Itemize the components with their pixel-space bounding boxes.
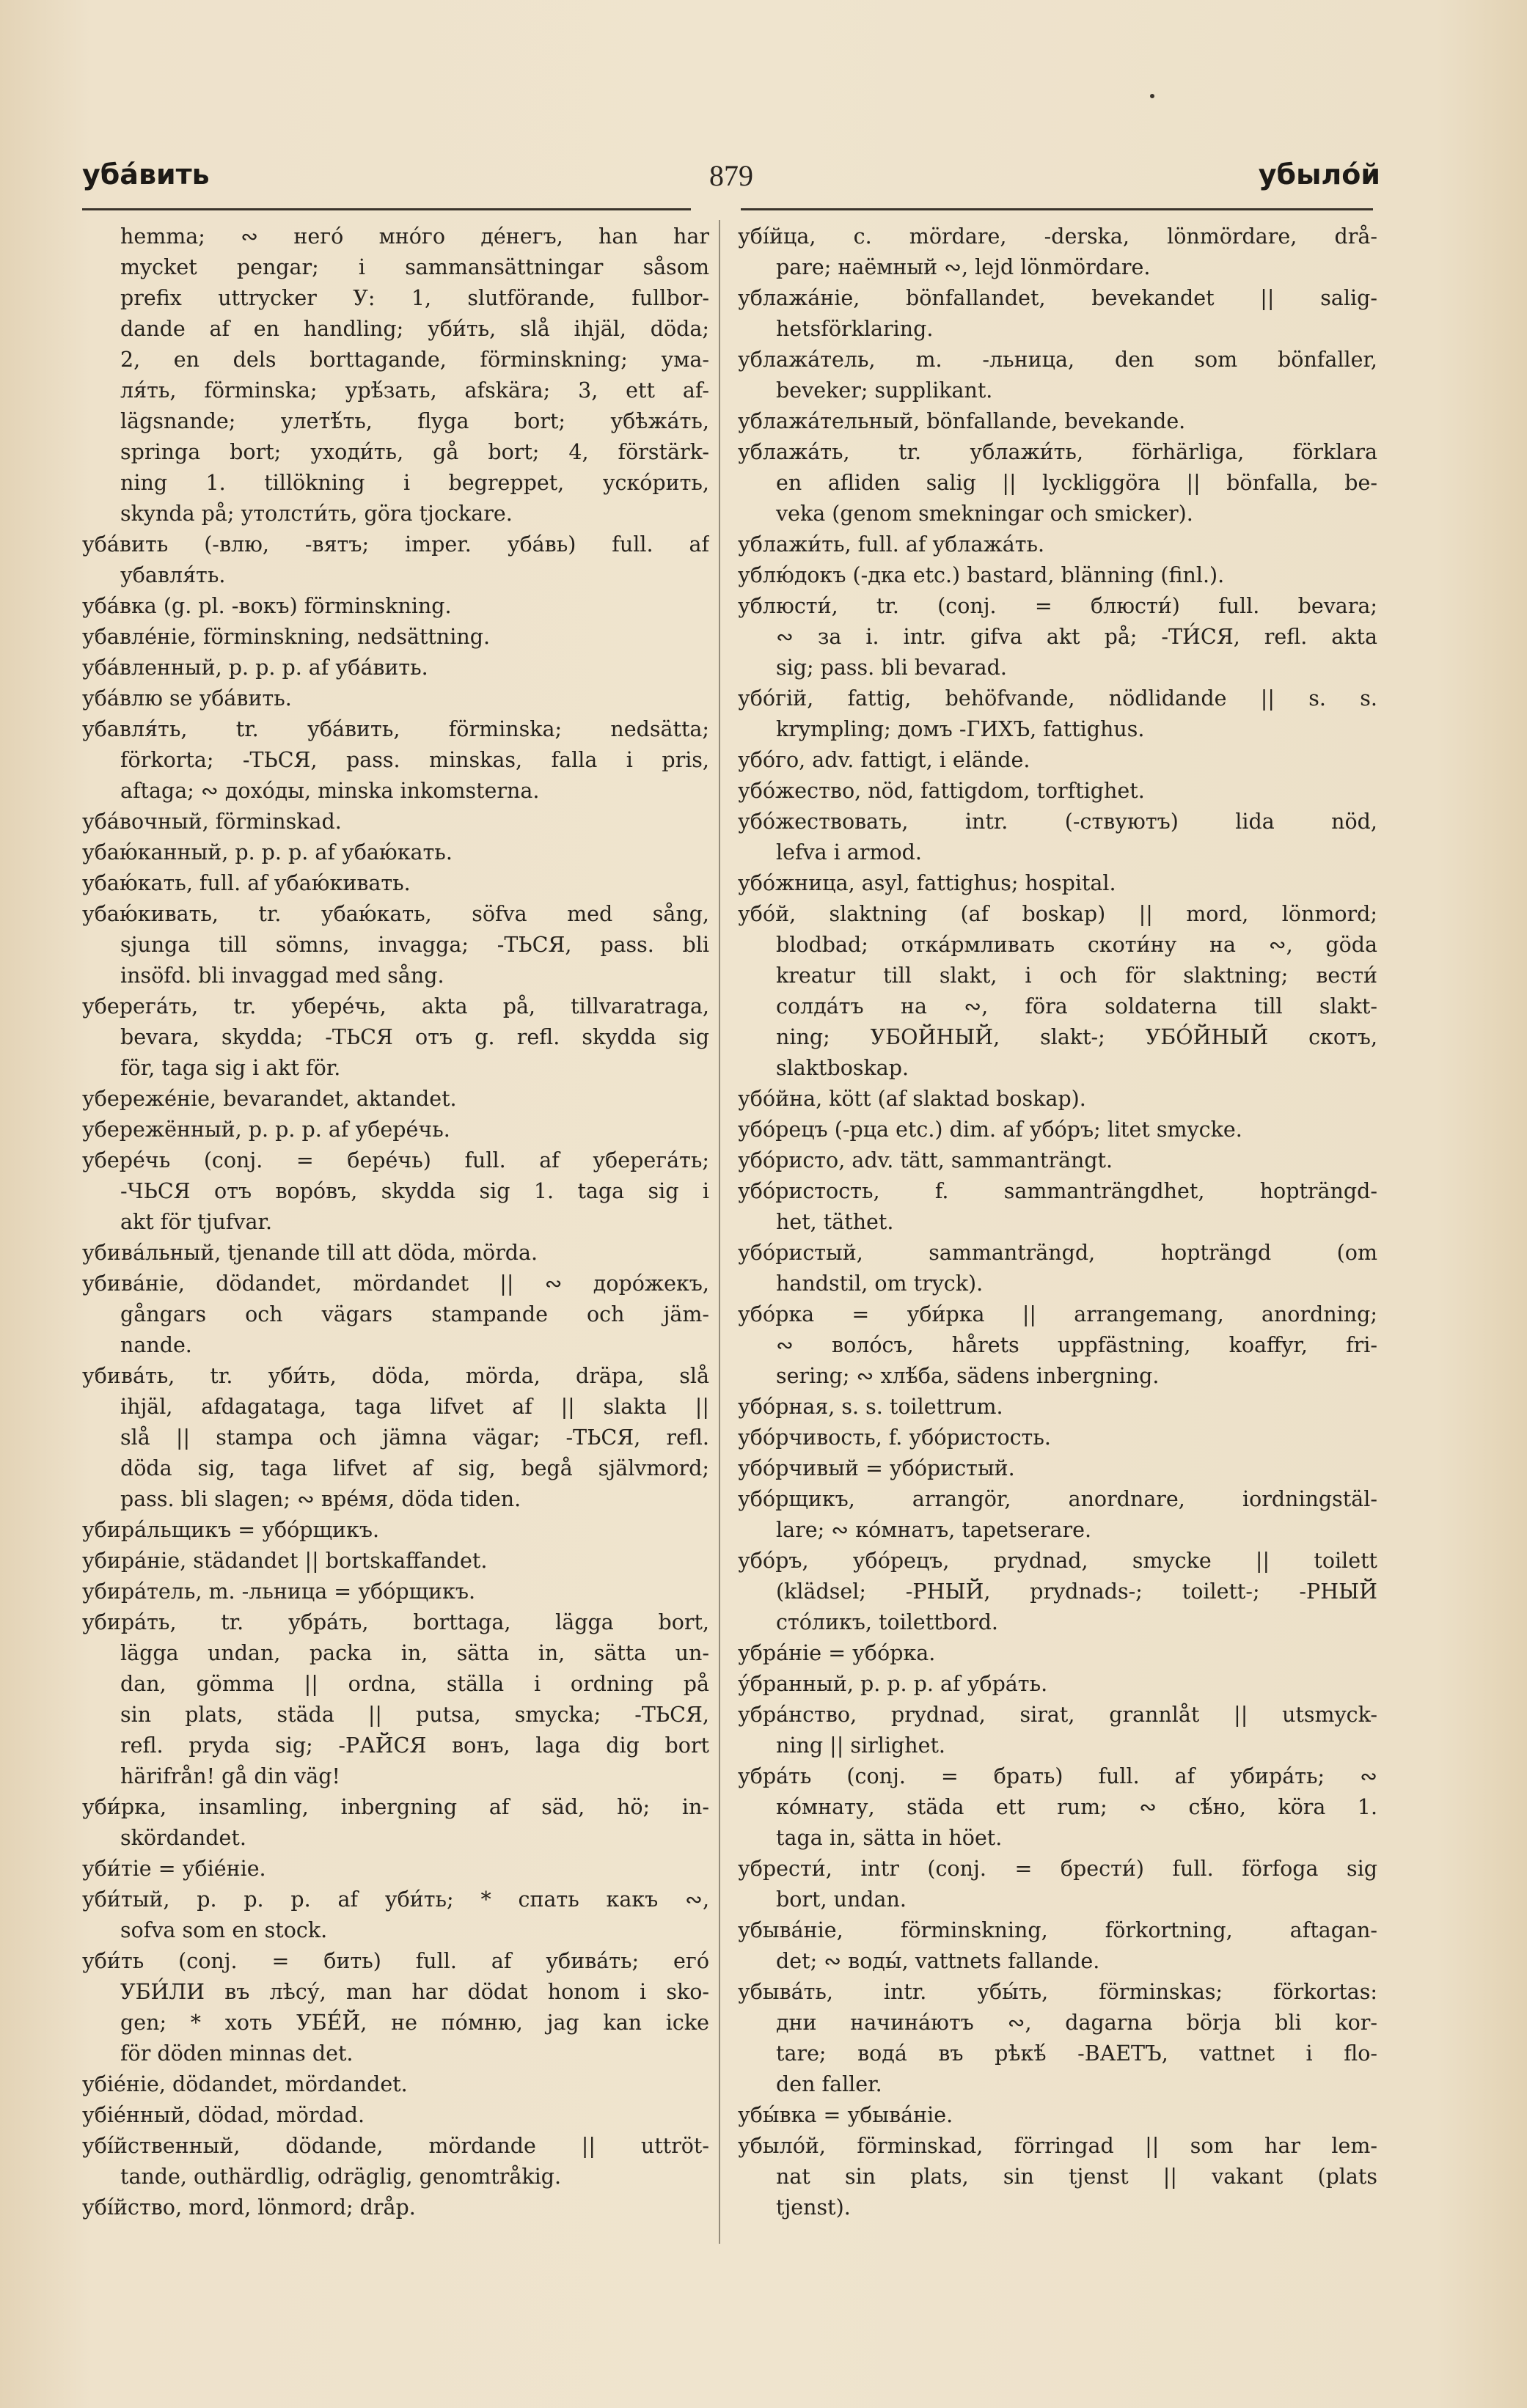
entry-continuation-line: hetsförklaring. <box>776 317 934 341</box>
entry-continuation-line: 2, en dels borttagande, förminskning; ума- <box>120 348 709 372</box>
entry-continuation-line: ∾ за i. intr. gifva akt på; -ТИ́СЯ, refl. akta <box>776 625 1377 649</box>
entry-continuation-line: ning; УБОЙНЫЙ, slakt-; УБО́ЙНЫЙ скотъ, <box>776 1025 1377 1049</box>
entry-continuation-line: pare; наёмный ∾, lejd lönmördare. <box>776 255 1151 279</box>
entry-line: убо́рщикъ, arrangör, anordnare, iordningstäl- <box>738 1487 1377 1511</box>
entry-line: убо́ристый, sammanträngd, hopträngd (om <box>738 1241 1377 1265</box>
entry-line: убивáльный, tjenande till att döda, mörda. <box>82 1241 538 1265</box>
entry-continuation-line: ля́ть, förminska; урѣ́зать, afskära; 3, ett af- <box>120 378 709 403</box>
entry-continuation-line: härifrån! gå din väg! <box>120 1764 340 1788</box>
entry-line: убо́рчивый = убо́ристый. <box>738 1456 1015 1480</box>
column-divider <box>719 220 720 2244</box>
entry-continuation-line: -ЧЬСЯ отъ воро́въ, skydda sig 1. taga sig i <box>120 1179 709 1203</box>
entry-line: у́бранный, p. p. p. af убрáть. <box>738 1672 1048 1696</box>
entry-continuation-line: убавля́ть. <box>120 563 226 587</box>
entry-continuation-line: dan, gömma || ordna, ställa i ordning på <box>120 1672 709 1696</box>
right-column <box>738 221 1377 2223</box>
page-number: 879 <box>709 159 753 192</box>
entry-line: убивáніе, dödandet, mördandet || ∾ доро́жекъ, <box>82 1271 709 1296</box>
entry-line: убылóй, förminskad, förringad || som har lem- <box>738 2134 1377 2158</box>
entry-line: убаю́канный, p. p. p. af убаю́кать. <box>82 840 453 865</box>
entry-line: ублюсти́, tr. (conj. = блюсти́) full. bevara; <box>738 594 1377 618</box>
header-rule-left <box>82 208 691 210</box>
entry-continuation-line: prefix uttrycker У: 1, slutförande, fullbor- <box>120 286 709 310</box>
entry-line: убáвка (g. pl. -вокъ) förminskning. <box>82 594 452 618</box>
entry-continuation-line: döda sig, taga lifvet af sig, begå självmord; <box>120 1456 709 1480</box>
entry-line: убо́рная, s. s. toilettrum. <box>738 1395 1003 1419</box>
entry-continuation-line: sin plats, städa || putsa, smycka; -ТЬСЯ, <box>120 1703 709 1727</box>
entry-continuation-line: mycket pengar; i sammansättningar såsom <box>120 255 709 279</box>
entry-line: убирáніе, städandet || bortskaffandet. <box>82 1549 488 1573</box>
entry-line: уби́тіе = убіéніе. <box>82 1857 266 1881</box>
entry-continuation-line: tare; водá въ рѣкѣ́ -ВАЕТЪ, vattnet i flo- <box>776 2041 1377 2066</box>
entry-continuation-line: bort, undan. <box>776 1887 907 1912</box>
entry-line: убо́й, slaktning (af boskap) || mord, lönmord; <box>738 902 1377 926</box>
entry-continuation-line: ning || sirlighet. <box>776 1733 945 1758</box>
ink-speck <box>1150 94 1154 98</box>
entry-line: убывáть, intr. убы́ть, förminskas; förkortas: <box>738 1980 1377 2004</box>
entry-line: убы́вка = убывáніе. <box>738 2103 953 2127</box>
left-guide-word: убáвить <box>82 158 210 191</box>
entry-line: убирáть, tr. убрáть, borttaga, lägga bort, <box>82 1610 709 1634</box>
entry-line: ублажи́ть, full. af ублажáть. <box>738 532 1045 557</box>
entry-line: убаю́кивать, tr. убаю́кать, söfva med sång, <box>82 902 709 926</box>
entry-continuation-line: ihjäl, afdagataga, taga lifvet af || slakta || <box>120 1395 709 1419</box>
entry-line: убо́гій, fattig, behöfvande, nödlidande || s. s. <box>738 686 1377 711</box>
entry-continuation-line: handstil, om tryck). <box>776 1271 984 1296</box>
entry-continuation-line: för, taga sig i akt för. <box>120 1056 341 1080</box>
entry-line: убавля́ть, tr. убáвить, förminska; nedsätta; <box>82 717 709 741</box>
entry-line: убирáтель, m. -льница = убо́рщикъ. <box>82 1579 476 1604</box>
entry-continuation-line: slaktboskap. <box>776 1056 909 1080</box>
entry-line: убо́йна, kött (af slaktad boskap). <box>738 1087 1086 1111</box>
entry-continuation-line: blodbad; откáрмливать скоти́ну на ∾, göda <box>776 933 1377 957</box>
entry-continuation-line: det; ∾ воды́, vattnets fallande. <box>776 1949 1100 1973</box>
entry-line: уберéчь (conj. = берéчь) full. af уберегáть; <box>82 1148 709 1172</box>
entry-continuation-line: springa bort; уходи́ть, gå bort; 4, förstärk- <box>120 440 709 464</box>
entry-continuation-line: skynda på; утолсти́ть, göra tjockare. <box>120 502 513 526</box>
entry-continuation-line: lare; ∾ ко́мнатъ, tapetserare. <box>776 1518 1092 1542</box>
entry-continuation-line: nat sin plats, sin tjenst || vakant (plats <box>776 2165 1377 2189</box>
entry-line: убíйство, mord, lönmord; dråp. <box>82 2195 416 2220</box>
entry-line: убо́ристо, adv. tätt, sammanträngt. <box>738 1148 1113 1172</box>
right-guide-word: убылóй <box>1258 158 1380 191</box>
entry-line: убíйца, c. mördare, -derska, lönmördare, drå- <box>738 224 1377 249</box>
entry-line: убіéнный, dödad, mördad. <box>82 2103 365 2127</box>
entry-continuation-line: aftaga; ∾ дохо́ды, minska inkomsterna. <box>120 779 540 803</box>
entry-line: убáвленный, p. p. p. af убáвить. <box>82 656 428 680</box>
entry-line: убо́рчивость, f. убо́ристость. <box>738 1425 1051 1450</box>
entry-continuation-line: sjunga till sömns, invagga; -ТЬСЯ, pass. bli <box>120 933 709 957</box>
entry-line: убо́ръ, убо́рецъ, prydnad, smycke || toilett <box>738 1549 1377 1573</box>
entry-continuation-line: ко́мнату, städa ett rum; ∾ сѣ́но, köra 1. <box>776 1795 1377 1819</box>
entry-line: убаю́кать, full. af убаю́кивать. <box>82 871 411 895</box>
entry-continuation-line: refl. pryda sig; -РАЙСЯ вонъ, laga dig bort <box>120 1733 709 1758</box>
entry-line: убивáть, tr. уби́ть, döda, mörda, dräpa, slå <box>82 1364 709 1388</box>
entry-continuation-line: sofva som en stock. <box>120 1918 328 1942</box>
entry-continuation-line: sering; ∾ хлѣ́ба, sädens inbergning. <box>776 1364 1160 1388</box>
entry-line: ублю́докъ (-дка etc.) bastard, blänning (finl.). <box>738 563 1225 587</box>
entry-line: ублажáть, tr. ублажи́ть, förhärliga, förklara <box>738 440 1377 464</box>
entry-continuation-line: gångars och vägars stampande och jäm- <box>120 1302 709 1326</box>
entry-line: убіéніе, dödandet, mördandet. <box>82 2072 408 2096</box>
entry-continuation-line: beveker; supplikant. <box>776 378 993 403</box>
entry-line: убо́ристость, f. sammanträngdhet, hopträngd- <box>738 1179 1377 1203</box>
entry-continuation-line: tande, outhärdlig, odräglig, genomtråkig. <box>120 2165 562 2189</box>
entry-continuation-line: tjenst). <box>776 2195 851 2220</box>
entry-continuation-line: УБИ́ЛИ въ лѣсу́, man har dödat honom i sko- <box>120 1980 709 2004</box>
entry-line: убрáть (conj. = брать) full. af убирáть; ∾ <box>738 1764 1377 1788</box>
entry-continuation-line: bevara, skydda; -ТЬСЯ отъ g. refl. skydda sig <box>120 1025 709 1049</box>
entry-continuation-line: сто́ликъ, toilettbord. <box>776 1610 998 1634</box>
entry-line: убережéніе, bevarandet, aktandet. <box>82 1087 457 1111</box>
entry-continuation-line: kreatur till slakt, i och för slaktning; вести́ <box>776 963 1377 988</box>
left-column <box>82 221 709 2223</box>
entry-continuation-line: nande. <box>120 1333 192 1357</box>
entry-continuation-line: hemma; ∾ него́ мно́го де́негъ, han har <box>120 224 709 249</box>
header-rule-right <box>741 208 1373 210</box>
entry-continuation-line: gen; * хоть УБЕ́Й, не по́мню, jag kan icke <box>120 2011 709 2035</box>
entry-line: убáвочный, förminskad. <box>82 810 342 834</box>
entry-line: убирáльщикъ = убо́рщикъ. <box>82 1518 380 1542</box>
entry-line: убáвить (-влю, -вятъ; imper. убáвь) full. af <box>82 532 709 557</box>
entry-line: убрáніе = убо́рка. <box>738 1641 936 1665</box>
entry-continuation-line: akt för tjufvar. <box>120 1210 273 1234</box>
entry-line: убо́го, adv. fattigt, i elände. <box>738 748 1030 772</box>
entry-line: уби́рка, insamling, inbergning af säd, hö; in- <box>82 1795 709 1819</box>
page-header <box>82 158 1380 202</box>
entry-line: уберегáть, tr. уберéчь, akta på, tillvaratraga, <box>82 994 709 1018</box>
entry-continuation-line: den faller. <box>776 2072 882 2096</box>
entry-continuation-line: lefva i armod. <box>776 840 922 865</box>
entry-line: убережённый, p. p. p. af уберéчь. <box>82 1117 450 1142</box>
entry-continuation-line: slå || stampa och jämna vägar; -ТЬСЯ, refl. <box>120 1425 709 1450</box>
entry-line: убáвлю se убáвить. <box>82 686 292 711</box>
entry-line: ублажáтельный, bönfallande, bevekande. <box>738 409 1186 433</box>
entry-line: ублажáтель, m. -льница, den som bönfaller, <box>738 348 1377 372</box>
entry-continuation-line: ∾ воло́съ, hårets uppfästning, koaffyr, fri- <box>776 1333 1377 1357</box>
entry-continuation-line: krympling; домъ -ГИХЪ, fattighus. <box>776 717 1145 741</box>
entry-line: убрести́, intr (conj. = брести́) full. förfoga sig <box>738 1857 1377 1881</box>
entry-continuation-line: pass. bli slagen; ∾ врéмя, döda tiden. <box>120 1487 521 1511</box>
entry-continuation-line: förkorta; -ТЬСЯ, pass. minskas, falla i pris, <box>120 748 709 772</box>
entry-continuation-line: taga in, sätta in höet. <box>776 1826 1003 1850</box>
entry-line: убо́жествовать, intr. (-ствуютъ) lida nöd, <box>738 810 1377 834</box>
entry-continuation-line: ning 1. tillökning i begreppet, уско́рить, <box>120 471 709 495</box>
entry-continuation-line: lägga undan, packa in, sätta in, sätta un- <box>120 1641 709 1665</box>
entry-continuation-line: dande af en handling; уби́ть, slå ihjäl, döda; <box>120 317 709 341</box>
entry-continuation-line: солдáтъ на ∾, föra soldaterna till slakt- <box>776 994 1377 1018</box>
entry-line: убíйственный, dödande, mördande || uttröt- <box>82 2134 709 2158</box>
entry-continuation-line: sig; pass. bli bevarad. <box>776 656 1007 680</box>
entry-line: убрáнство, prydnad, sirat, grannlåt || utsmyck- <box>738 1703 1377 1727</box>
entry-continuation-line: (klädsel; -РНЫЙ, prydnads-; toilett-; -РНЫЙ <box>776 1579 1377 1604</box>
entry-line: убо́рка = уби́рка || arrangemang, anordning; <box>738 1302 1377 1326</box>
entry-continuation-line: дни начинáютъ ∾, dagarna börja bli kor- <box>776 2011 1377 2035</box>
entry-line: уби́тый, p. p. p. af уби́ть; * спать какъ ∾, <box>82 1887 709 1912</box>
entry-line: ублажáніе, bönfallandet, bevekandet || salig- <box>738 286 1377 310</box>
entry-line: убо́жество, nöd, fattigdom, torftighet. <box>738 779 1145 803</box>
entry-continuation-line: för döden minnas det. <box>120 2041 354 2066</box>
entry-line: убо́рецъ (-рца etc.) dim. af убо́ръ; litet smycke. <box>738 1117 1242 1142</box>
entry-line: убавлéніе, förminskning, nedsättning. <box>82 625 491 649</box>
entry-continuation-line: lägsnande; улетѣ́ть, flyga bort; убѣжа́ть, <box>120 409 709 433</box>
entry-line: убывáніе, förminskning, förkortning, aftagan- <box>738 1918 1377 1942</box>
entry-line: уби́ть (conj. = бить) full. af убивáть; его́ <box>82 1949 709 1973</box>
entry-continuation-line: het, täthet. <box>776 1210 894 1234</box>
entry-continuation-line: insöfd. bli invaggad med sång. <box>120 963 444 988</box>
entry-continuation-line: en afliden salig || lyckliggöra || bönfalla, be- <box>776 471 1377 495</box>
entry-continuation-line: veka (genom smekningar och smicker). <box>776 502 1193 526</box>
entry-line: убо́жница, asyl, fattighus; hospital. <box>738 871 1116 895</box>
entry-continuation-line: skördandet. <box>120 1826 246 1850</box>
